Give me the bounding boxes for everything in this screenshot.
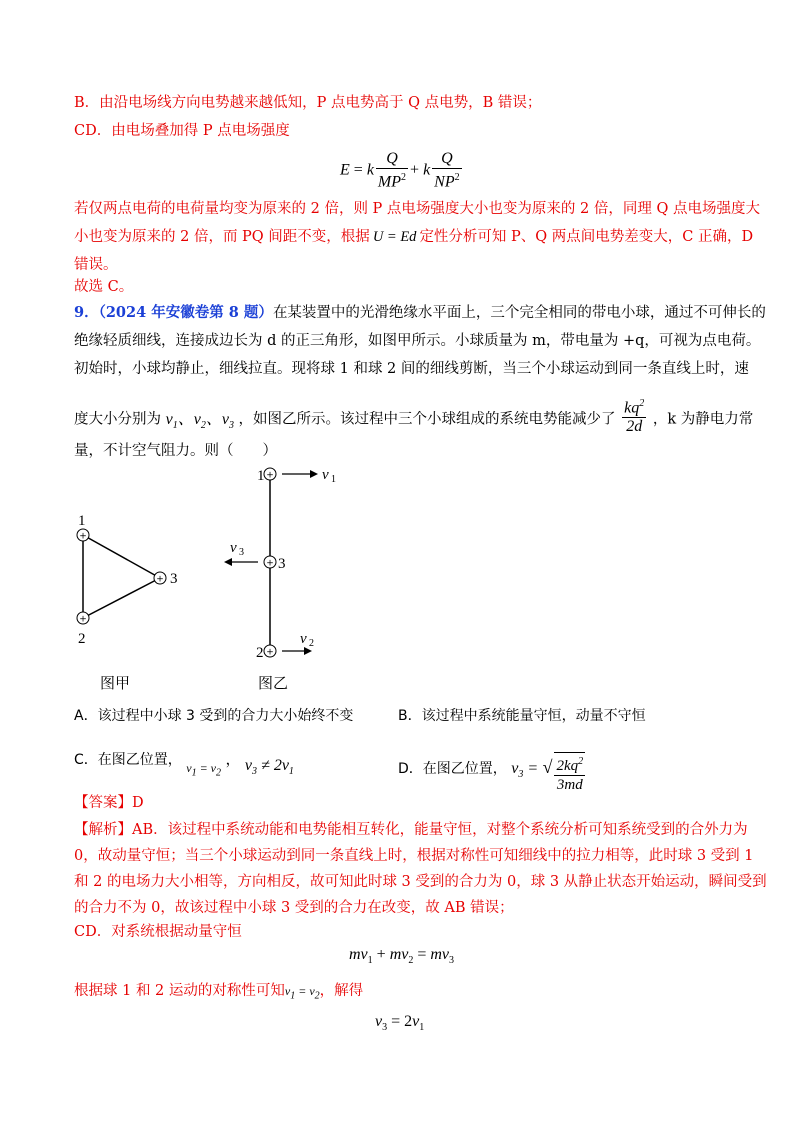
figure-jia — [77, 513, 178, 692]
energy-fraction: $\frac{kq^2}{2d}$ — [624, 398, 645, 436]
sqrt-symbol: √ — [542, 756, 553, 777]
v3-sub: 3 — [239, 547, 244, 558]
v3-label: v — [230, 540, 237, 556]
question-line — [74, 399, 753, 440]
v2-sub: 2 — [309, 638, 314, 649]
equation-momentum: $mv_1 + mv_2 = mv_3$ — [349, 946, 455, 967]
sqrt-fraction: $\frac{2kq^2}{3md}$ — [554, 752, 585, 794]
svg-text:+: + — [156, 574, 164, 585]
option-a[interactable]: A．该过程中小球 3 受到的合力大小始终不变 — [74, 708, 354, 724]
svg-text:+: + — [266, 470, 274, 481]
text-line: 错误。 — [74, 257, 118, 273]
label-2: 2 — [78, 631, 86, 647]
option-c-eq2: $v_3 \ne 2v_1$ — [244, 757, 294, 778]
equation-v1-v2: $v_1 = v_2$ — [284, 984, 320, 1002]
question-source: （2024 年安徽卷第 8 题） — [98, 304, 273, 321]
v2-label: v — [300, 631, 307, 647]
question-text: 在某装置中的光滑绝缘水平面上，三个完全相同的带电小球，通过不可伸长的 — [272, 305, 766, 321]
label-2: 2 — [256, 645, 264, 661]
text-line: 故选 C。 — [74, 279, 134, 295]
text-line: B．由沿电场线方向电势越来越低知，P 点电势高于 Q 点电势，B 错误； — [74, 95, 542, 111]
option-c-text: C．在图乙位置， — [74, 752, 182, 768]
text-line — [74, 227, 753, 247]
question-text: ，k 为静电力常 — [652, 411, 754, 428]
question-text: 度大小分别为 — [74, 411, 161, 428]
option-b[interactable]: B．该过程中系统能量守恒，动量不守恒 — [398, 708, 646, 724]
equation-v3: $v_3 = 2v_1$ — [375, 1013, 425, 1034]
text-line: 若仅两点电荷的电荷量均变为原来的 2 倍，则 P 点电场强度大小也变为原来的 2 倍，同理 Q 点电场强度大 — [74, 201, 760, 217]
analysis-line: 0，故动量守恒；当三个小球运动到同一条直线上时，根据对称性可知细线中的拉力相等，此时球 3 受到 1 — [74, 848, 754, 864]
v1-label: v — [322, 467, 329, 483]
analysis-line — [74, 981, 363, 1006]
question-line: 初始时，小球均静止，细线拉直。现将球 1 和球 2 间的细线剪断，当三个小球运动到同一条直线上时，速 — [74, 361, 749, 377]
answer-line: 【答案】D — [74, 795, 144, 811]
velocity-list: $v_1$、$v_2$、$v_3$ — [165, 410, 234, 431]
label-1: 1 — [257, 468, 265, 484]
v1-sub: 1 — [331, 474, 336, 485]
option-d[interactable] — [398, 748, 587, 793]
question-number: 9． — [74, 304, 99, 321]
label-3: 3 — [278, 556, 286, 572]
option-d-eq: $v_3$ = — [511, 760, 539, 781]
analysis-line: 的合力不为 0，故该过程中小球 3 受到的合力在改变，故 AB 错误； — [74, 900, 514, 916]
svg-text:+: + — [79, 531, 87, 542]
option-c-eq1: $v_1 = v_2$ — [186, 761, 221, 779]
text-line: CD．由电场叠加得 P 点电场强度 — [74, 123, 290, 139]
analysis-line: 【解析】AB．该过程中系统动能和电势能相互转化，能量守恒，对整个系统分析可知系统受到的合外力为 — [74, 822, 748, 838]
label-3: 3 — [170, 571, 178, 587]
caption-jia: 图甲 — [100, 674, 131, 692]
question-text: ，如图乙所示。该过程中三个小球组成的系统电势能减少了 — [238, 411, 616, 428]
caption-yi: 图乙 — [258, 674, 289, 692]
analysis-text: 根据球 1 和 2 运动的对称性可知 — [74, 983, 285, 999]
label-1: 1 — [78, 513, 86, 529]
figure-yi — [224, 467, 336, 692]
question-line: 绝缘轻质细线，连接成边长为 d 的正三角形，如图甲所示。小球质量为 m，带电量为 +q，可视为点电荷。 — [74, 333, 761, 349]
text-seg: 小也变为原来的 2 倍，而 PQ 间距不变，根据 — [74, 229, 370, 245]
svg-text:+: + — [266, 647, 274, 658]
svg-text:+: + — [266, 558, 274, 569]
analysis-text: ，解得 — [319, 983, 364, 999]
equation-u-ed: U = Ed — [372, 229, 417, 245]
svg-text:+: + — [79, 614, 87, 625]
analysis-line: 和 2 的电场力大小相等，方向相反，故可知此时球 3 受到的合力为 0，球 3 从静止状态开始运动，瞬间受到 — [74, 874, 767, 890]
option-c[interactable]: C．在图乙位置， $v_1 = v_2$ ， $v_3 \ne 2v_1$ — [74, 752, 294, 779]
analysis-line: CD．对系统根据动量守恒 — [74, 924, 242, 940]
figures — [60, 455, 360, 695]
text-seg: 定性分析可知 P、Q 两点间电势差变大，C 正确，D — [419, 229, 754, 245]
question-line — [74, 303, 766, 323]
equation-e-field: E = k $\frac{Q}{MP^2}$ + k $\frac{Q}{NP^2}$ — [340, 150, 460, 191]
option-d-text: D．在图乙位置， — [398, 761, 507, 777]
question-line: 量，不计空气阻力。则（ ） — [74, 443, 277, 459]
